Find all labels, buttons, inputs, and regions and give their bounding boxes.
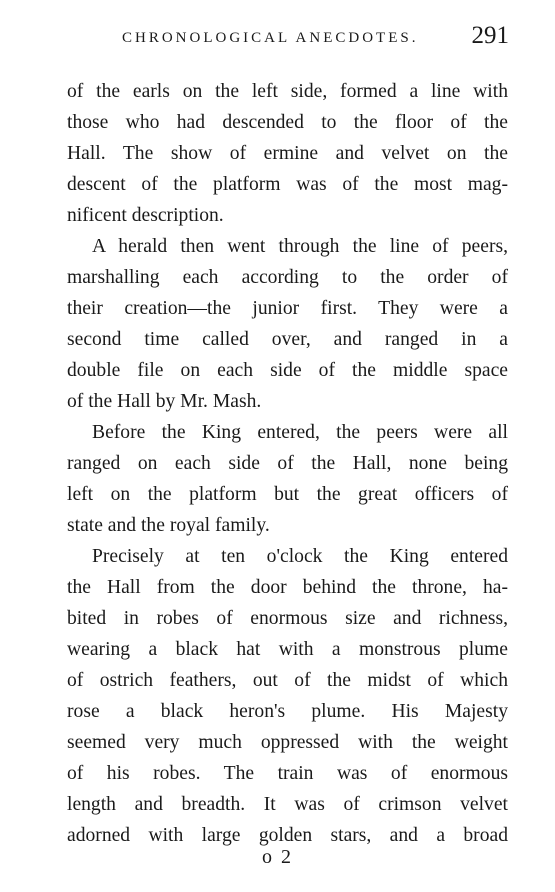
text-line: ranged on each side of the Hall, none being	[67, 453, 508, 474]
text-line: length and breadth. It was of crimson velvet	[67, 794, 508, 815]
text-line: Hall. The show of ermine and velvet on the	[67, 143, 508, 164]
text-line: the Hall from the door behind the throne, ha-	[67, 577, 508, 598]
text-line: adorned with large golden stars, and a broad	[67, 825, 508, 846]
text-line: Before the King entered, the peers were all	[92, 422, 508, 443]
page-number: 291	[471, 22, 509, 49]
text-line: state and the royal family.	[67, 515, 270, 536]
text-line: wearing a black hat with a monstrous plume	[67, 639, 508, 660]
text-line: descent of the platform was of the most mag-	[67, 174, 508, 195]
text-line: A herald then went through the line of peers,	[92, 236, 508, 257]
text-line: Precisely at ten o'clock the King entered	[92, 546, 508, 567]
running-title: CHRONOLOGICAL ANECDOTES.	[122, 30, 419, 46]
text-line: of the earls on the left side, formed a line with	[67, 81, 508, 102]
body-text	[67, 76, 508, 851]
text-line: nificent description.	[67, 205, 224, 226]
text-line: second time called over, and ranged in a	[67, 329, 508, 350]
text-line: bited in robes of enormous size and richness,	[67, 608, 508, 629]
text-line: of the Hall by Mr. Mash.	[67, 391, 262, 412]
text-line: of his robes. The train was of enormous	[67, 763, 508, 784]
text-line: left on the platform but the great officers of	[67, 484, 508, 505]
text-line: double file on each side of the middle space	[67, 360, 508, 381]
text-line: marshalling each according to the order of	[67, 267, 508, 288]
text-line: their creation—the junior first. They were a	[67, 298, 508, 319]
signature-mark: o 2	[262, 846, 293, 868]
text-line: rose a black heron's plume. His Majesty	[67, 701, 508, 722]
text-line: of ostrich feathers, out of the midst of which	[67, 670, 508, 691]
running-head	[60, 22, 509, 52]
text-line: those who had descended to the floor of the	[67, 112, 508, 133]
text-line: seemed very much oppressed with the weight	[67, 732, 508, 753]
